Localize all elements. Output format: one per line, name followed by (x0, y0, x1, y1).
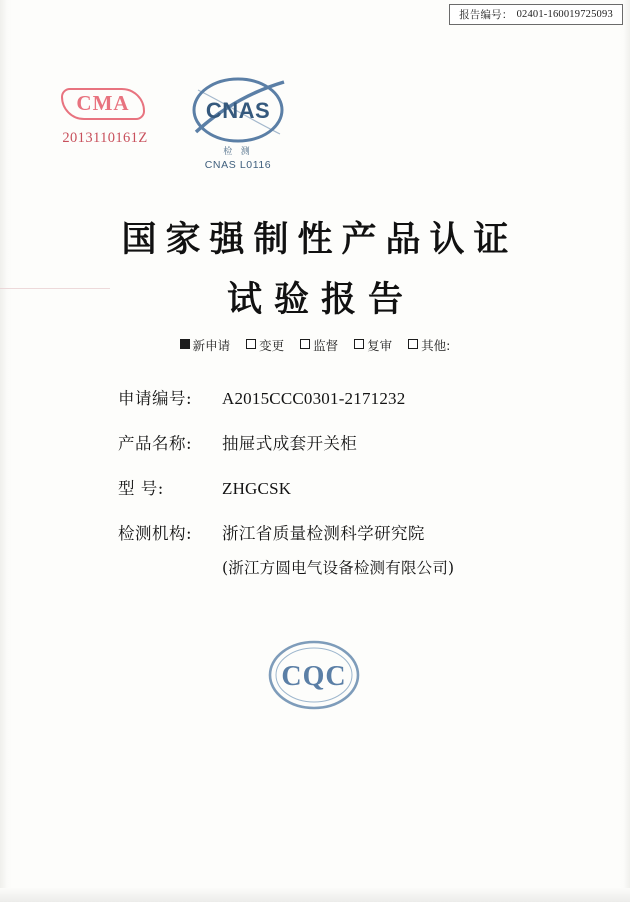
cnas-circle-mark-icon (186, 74, 290, 150)
field-value-test-institution-line2: (浙江方圆电气设备检测有限公司) (222, 559, 455, 577)
cma-oval-mark-icon (61, 88, 149, 124)
field-label-test-institution: 检测机构: (118, 524, 193, 543)
checkbox-option-1[interactable] (246, 336, 284, 354)
cnas-mark-block (178, 74, 298, 171)
svg-text:CNAS: CNAS (205, 98, 271, 123)
checkbox-option-4[interactable] (408, 336, 450, 354)
report-fields (118, 385, 548, 578)
scan-edge-left (0, 0, 12, 902)
cma-letters: CMA (76, 91, 130, 115)
field-value-product-name: 抽屉式成套开关柜 (222, 434, 358, 453)
cnas-code: CNAS L0116 (204, 159, 272, 171)
application-type-row (0, 336, 630, 354)
checkbox-label-4: 其他: (421, 338, 451, 353)
field-row-model (118, 475, 548, 499)
field-label-model: 型 号: (118, 479, 164, 498)
report-number-value: 02401-160019725093 (516, 9, 613, 20)
checkbox-label-1: 变更 (259, 338, 285, 353)
report-number-label: 报告编号： (459, 9, 513, 21)
checkbox-label-2: 监督 (313, 338, 339, 353)
checkbox-option-3[interactable] (354, 336, 392, 354)
field-row-test-institution (118, 520, 548, 544)
document-title-line2: 试验报告 (226, 279, 415, 320)
checkbox-box-icon (180, 339, 190, 349)
field-value-model: ZHGCSK (222, 479, 292, 498)
field-label-application-number: 申请编号: (118, 389, 193, 408)
checkbox-option-0[interactable] (180, 336, 231, 354)
cma-number: 2013110161Z (62, 130, 148, 146)
report-number-box (449, 4, 623, 25)
field-label-product-name: 产品名称: (118, 434, 193, 453)
checkbox-box-icon (354, 339, 364, 349)
checkbox-option-2[interactable] (300, 336, 338, 354)
field-value-test-institution: 浙江省质量检测科学研究院 (222, 524, 425, 543)
checkbox-box-icon (408, 339, 418, 349)
checkbox-label-0: 新申请 (192, 338, 231, 353)
svg-text:CQC: CQC (281, 661, 347, 692)
checkbox-box-icon (246, 339, 256, 349)
checkbox-box-icon (300, 339, 310, 349)
cnas-subtitle: 检 测 (223, 146, 253, 156)
document-title-line1: 国家强制性产品认证 (121, 219, 518, 260)
field-value-application-number: A2015CCC0301-2171232 (222, 389, 406, 408)
cqc-circle-seal-icon (258, 636, 370, 714)
field-row-application-number (118, 385, 548, 409)
cma-mark-block (40, 88, 170, 147)
field-row-product-name (118, 430, 548, 454)
scan-edge-right (620, 0, 630, 902)
checkbox-label-3: 复审 (367, 338, 393, 353)
scan-edge-bottom (0, 888, 630, 902)
